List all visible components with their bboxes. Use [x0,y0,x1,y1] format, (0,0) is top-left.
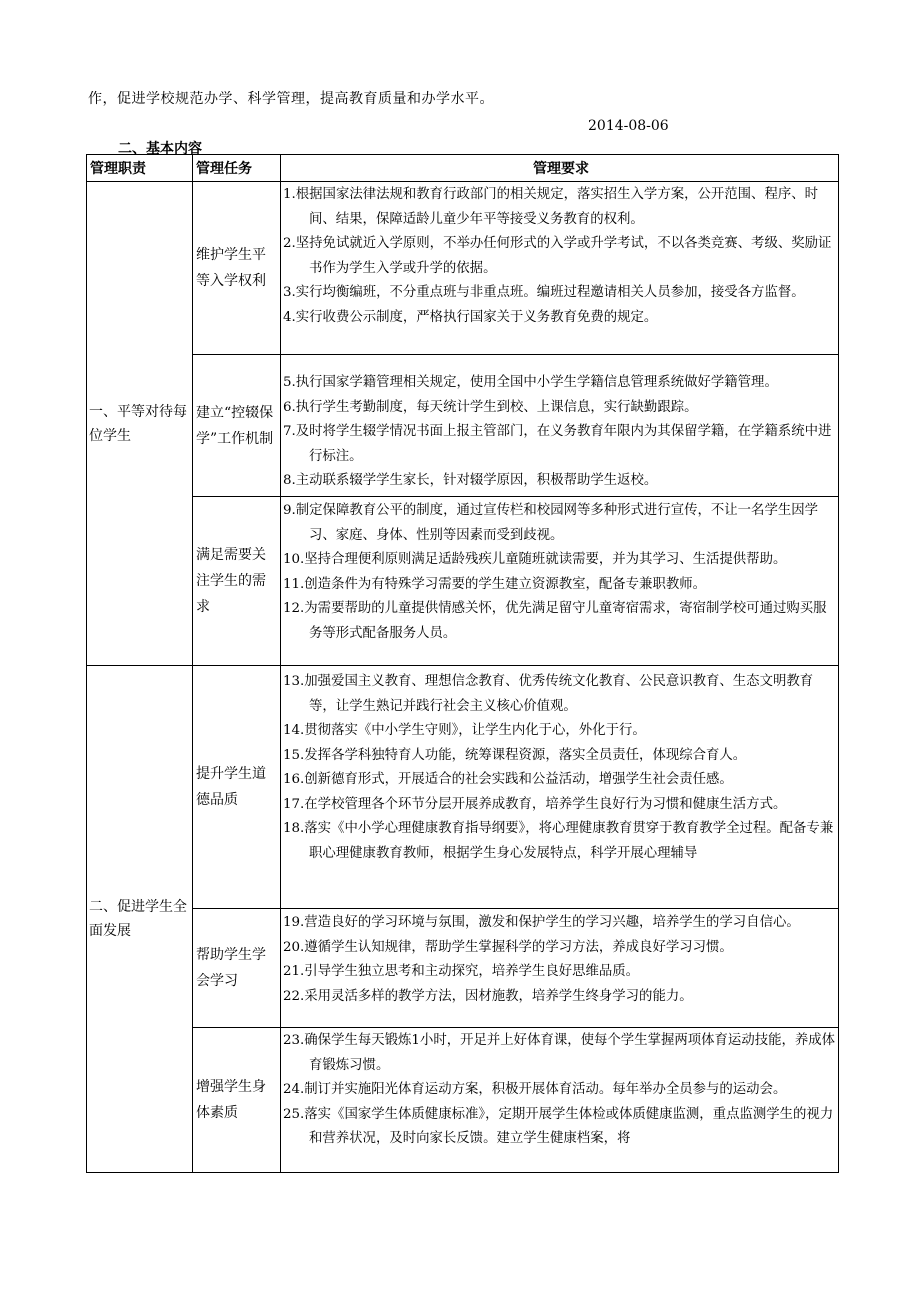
requirement-item: 2.坚持免试就近入学原则，不举办任何形式的入学或升学考试，不以各类竞赛、考级、奖励证书作为学生入学或升学的依据。 [283,236,832,276]
requirement-cell [281,1028,839,1173]
task-cell: 建立“控辍保学”工作机制 [193,355,281,497]
requirement-item: 5.执行国家学籍管理相关规定，使用全国中小学生学籍信息管理系统做好学籍管理。 [283,375,778,390]
requirement-item: 4.实行收费公示制度，严格执行国家关于义务教育免费的规定。 [283,309,658,325]
task-cell: 提升学生道德品质 [193,666,281,909]
requirement-cell [281,909,839,1028]
requirement-item: 24.制订并实施阳光体育运动方案，积极开展体育活动。每年举办全员参与的运动会。 [283,1082,787,1097]
table-row [87,666,839,909]
requirement-item: 3.实行均衡编班，不分重点班与非重点班。编班过程邀请相关人员参加，接受各方监督。 [283,285,805,300]
requirement-item: 10.坚持合理便利原则满足适龄残疾儿童随班就读需要，并为其学习、生活提供帮助。 [283,552,787,567]
intro-text: 作，促进学校规范办学、科学管理，提高教育质量和办学水平。 [88,91,494,107]
header-duty: 管理职责 [87,155,193,182]
table-row [87,909,839,1028]
requirement-item: 17.在学校管理各个环节分层开展养成教育，培养学生良好行为习惯和健康生活方式。 [283,796,787,812]
requirement-item: 6.执行学生考勤制度，每天统计学生到校、上课信息，实行缺勤跟踪。 [283,399,698,415]
document-date: 2014-08-06 [588,118,669,134]
requirement-item: 14.贯彻落实《中小学生守则》，让学生内化于心，外化于行。 [283,723,646,738]
requirement-item: 25.落实《国家学生体质健康标准》，定期开展学生体检或体质健康监测，重点监测学生的视力和营养状况，及时向家长反馈。建立学生健康档案，将 [283,1106,834,1146]
header-task: 管理任务 [193,155,281,182]
task-cell: 满足需要关注学生的需求 [193,497,281,666]
requirement-item: 22.采用灵活多样的教学方法，因材施教，培养学生终身学习的能力。 [283,988,693,1004]
requirement-item: 15.发挥各学科独特育人功能，统筹课程资源，落实全员责任，体现综合育人。 [283,747,747,763]
requirement-item: 16.创新德育形式，开展适合的社会实践和公益活动，增强学生社会责任感。 [283,772,733,787]
requirement-cell [281,666,839,909]
header-requirement: 管理要求 [281,155,839,182]
requirement-cell [281,182,839,355]
requirement-cell [281,355,839,497]
requirement-item: 13.加强爱国主义教育、理想信念教育、优秀传统文化教育、公民意识教育、生态文明教育等，让学生熟记并践行社会主义核心价值观。 [283,674,814,714]
requirement-item: 19.营造良好的学习环境与氛围，激发和保护学生的学习兴趣，培养学生的学习自信心。 [283,915,800,930]
requirement-item: 9.制定保障教育公平的制度，通过宣传栏和校园网等多种形式进行宣传，不让一名学生因学习、家庭、身体、性别等因素而受到歧视。 [283,503,819,543]
task-cell: 增强学生身体素质 [193,1028,281,1173]
table-row [87,182,839,355]
task-cell: 维护学生平等入学权利 [193,182,281,355]
duty-cell: 一、平等对待每位学生 [87,182,193,666]
requirement-cell [281,497,839,666]
table-row [87,497,839,666]
section-title: 二、基本内容 [118,141,202,157]
duty-cell: 二、促进学生全面发展 [87,666,193,1173]
requirement-item: 23.确保学生每天锻炼1小时，开足并上好体育课，使每个学生掌握两项体育运动技能，养成体育锻炼习惯。 [283,1033,836,1073]
requirement-item: 20.遵循学生认知规律，帮助学生掌握科学的学习方法，养成良好学习习惯。 [283,939,733,955]
task-cell: 帮助学生学会学习 [193,909,281,1028]
table-row [87,1028,839,1173]
requirement-item: 12.为需要帮助的儿童提供情感关怀，优先满足留守儿童寄宿需求，寄宿制学校可通过购买服务等形式配备服务人员。 [283,601,827,641]
table-row [87,355,839,497]
requirement-item: 8.主动联系辍学学生家长，针对辍学原因，积极帮助学生返校。 [283,473,658,488]
requirement-item: 21.引导学生独立思考和主动探究，培养学生良好思维品质。 [283,964,640,979]
table-header-row [87,155,839,182]
requirement-item: 18.落实《中小学心理健康教育指导纲要》，将心理健康教育贯穿于教育教学全过程。配备专兼职心理健康教育教师，根据学生身心发展特点，科学开展心理辅导 [283,821,834,861]
management-table [86,154,839,1173]
requirement-item: 11.创造条件为有特殊学习需要的学生建立资源教室，配备专兼职教师。 [283,576,707,592]
requirement-item: 1.根据国家法律法规和教育行政部门的相关规定，落实招生入学方案，公开范围、程序、时间、结果，保障适龄儿童少年平等接受义务教育的权利。 [283,187,819,227]
requirement-item: 7.及时将学生辍学情况书面上报主管部门，在义务教育年限内为其保留学籍，在学籍系统中进行标注。 [283,424,832,464]
